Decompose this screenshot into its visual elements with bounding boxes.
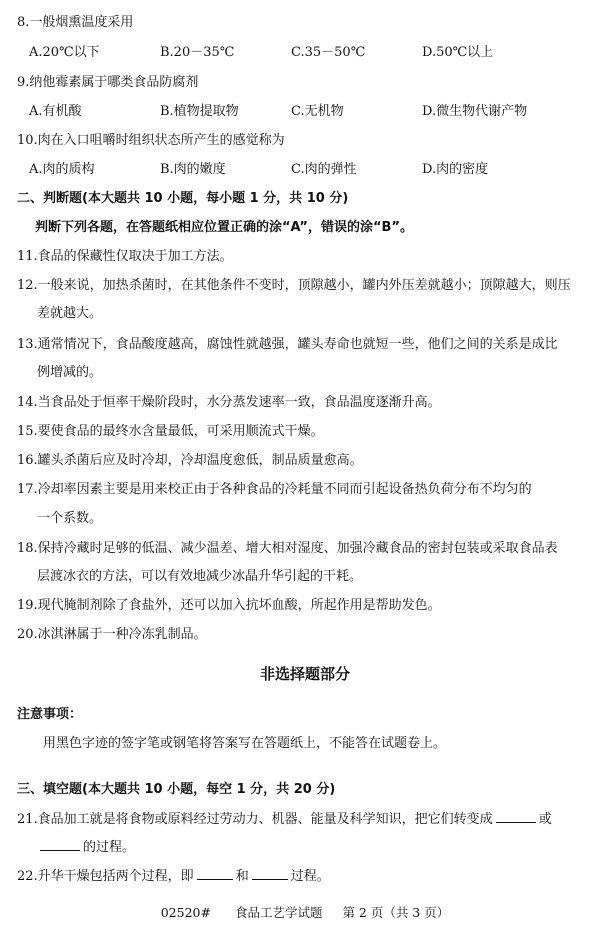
- q9-option-c: C.无机物: [291, 104, 344, 119]
- question-22-end: 过程。: [290, 869, 330, 884]
- q8-option-d: D.50℃以上: [422, 45, 494, 60]
- notice-text: 用黑色字迹的签字笔或钢笔将答案写在答题纸上，不能答在试题卷上。: [43, 736, 447, 751]
- question-21-or: 或: [538, 812, 552, 827]
- question-21-line1: [17, 808, 552, 827]
- section-2-instruction: 判断下列各题，在答题纸相应位置正确的涂“A”，错误的涂“B”。: [35, 220, 413, 235]
- question-17-line2: 一个系数。: [37, 511, 103, 526]
- q9-option-d: D.微生物代谢产物: [422, 104, 528, 119]
- question-17-line1: 17.冷却率因素主要是用来校正由于各种食品的冷耗量不同而引起设备热负荷分布不均匀的: [17, 482, 532, 497]
- q9-option-a: A.有机酸: [29, 104, 82, 119]
- section-2-heading: 二、判断题(本大题共 10 小题，每小题 1 分，共 10 分): [17, 191, 349, 206]
- notice-title: 注意事项：: [17, 707, 83, 722]
- question-8-stem: 8.一般烟熏温度采用: [17, 15, 134, 30]
- page-footer: [0, 903, 610, 921]
- question-14: 14.当食品处于恒率干燥阶段时，水分蒸发速率一致，食品温度逐渐升高。: [17, 395, 441, 410]
- question-21-line2: [37, 836, 135, 855]
- footer-page: 第 2 页（共 3 页）: [342, 905, 450, 920]
- question-16: 16.罐头杀菌后应及时冷却，冷却温度愈低，制品质量愈高。: [17, 453, 363, 468]
- q10-option-b: B.肉的嫩度: [160, 162, 226, 177]
- question-10-stem: 10.肉在入口咀嚼时组织状态所产生的感觉称为: [17, 133, 285, 148]
- section-3-heading: 三、填空题(本大题共 10 小题，每空 1 分，共 20 分): [17, 782, 336, 797]
- question-12-line2: 差就越大。: [37, 306, 103, 321]
- question-11: 11.食品的保藏性仅取决于加工方法。: [17, 249, 233, 264]
- answer-blank[interactable]: [496, 812, 536, 823]
- question-13-line2: 例增减的。: [37, 365, 103, 380]
- answer-blank[interactable]: [40, 840, 80, 851]
- question-22: [17, 865, 330, 884]
- part-title: 非选择题部分: [259, 665, 350, 683]
- question-18-line1: 18.保持冷藏时足够的低温、减少温差、增大相对湿度、加强冷藏食品的密封包装或采取食品表: [17, 541, 558, 556]
- answer-blank[interactable]: [252, 869, 288, 880]
- question-20: 20.冰淇淋属于一种冷冻乳制品。: [17, 627, 207, 642]
- q9-option-b: B.植物提取物: [160, 104, 239, 119]
- footer-title: 食品工艺学试题: [234, 905, 323, 920]
- question-21-text: 21.食品加工就是将食物或原料经过劳动力、机器、能量及科学知识，把它们转变成: [17, 812, 493, 827]
- answer-blank[interactable]: [197, 869, 233, 880]
- question-18-line2: 层渡冰衣的方法，可以有效地减少冰晶升华引起的干耗。: [37, 569, 363, 584]
- q8-option-c: C.35－50℃: [291, 45, 366, 60]
- q8-option-b: B.20－35℃: [160, 45, 235, 60]
- q10-option-c: C.肉的弹性: [291, 162, 357, 177]
- question-21-end: 的过程。: [83, 840, 136, 855]
- q8-option-a: A.20℃以下: [29, 45, 100, 60]
- question-15: 15.要使食品的最终水含量最低，可采用顺流式干燥。: [17, 424, 324, 439]
- question-22-text: 22.升华干燥包括两个过程，即: [17, 869, 194, 884]
- question-19: 19.现代腌制剂除了食盐外，还可以加入抗坏血酸，所起作用是帮助发色。: [17, 598, 441, 613]
- q10-option-d: D.肉的密度: [422, 162, 489, 177]
- question-9-stem: 9.纳他霉素属于哪类食品防腐剂: [17, 75, 199, 90]
- q10-option-a: A.肉的质构: [29, 162, 95, 177]
- question-22-and: 和: [235, 869, 249, 884]
- question-12-line1: 12.一般来说，加热杀菌时，在其他条件不变时，顶隙越小，罐内外压差就越小；顶隙越大，则压: [17, 278, 571, 293]
- question-13-line1: 13.通常情况下，食品酸度越高，腐蚀性就越强，罐头寿命也就短一些，他们之间的关系是成比: [17, 337, 558, 352]
- footer-code: 02520#: [160, 905, 211, 920]
